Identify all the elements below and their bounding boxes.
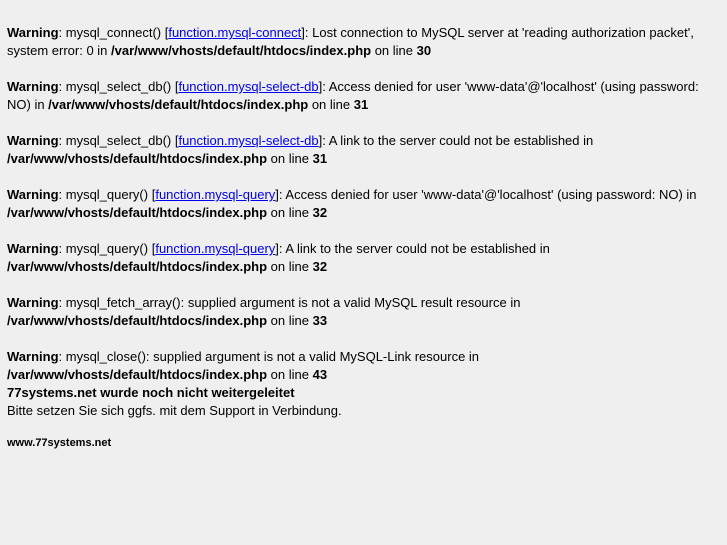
line-label: on line [267, 205, 313, 220]
line-number: 31 [353, 97, 369, 112]
warning-message [7, 186, 721, 222]
warning-function: : mysql_select_db() [ [58, 133, 179, 148]
warning-label: Warning [7, 187, 59, 202]
warning-text: ]: Access denied for user 'www-data'@'localhost' (using password: NO) in [275, 187, 697, 202]
function-doc-link[interactable]: function.mysql-connect [168, 25, 302, 40]
line-label: on line [267, 259, 313, 274]
line-number: 43 [312, 367, 328, 382]
line-label: on line [267, 151, 313, 166]
warning-function: : mysql_connect() [ [58, 25, 169, 40]
warning-label: Warning [7, 133, 59, 148]
warning-function: : mysql_query() [ [58, 241, 156, 256]
file-path: /var/www/vhosts/default/htdocs/index.php [48, 97, 309, 112]
function-doc-link[interactable]: function.mysql-query [155, 241, 276, 256]
file-path: /var/www/vhosts/default/htdocs/index.php [7, 367, 268, 382]
line-number: 33 [312, 313, 328, 328]
warning-function: : mysql_fetch_array(): supplied argument is not a valid MySQL result resource in [58, 295, 521, 310]
warning-message [7, 294, 721, 330]
notice-text: Bitte setzen Sie sich ggfs. mit dem Support in Verbindung. [7, 403, 342, 418]
warning-message [7, 132, 721, 168]
warning-message [7, 24, 721, 60]
function-doc-link[interactable]: function.mysql-select-db [178, 79, 319, 94]
file-path: /var/www/vhosts/default/htdocs/index.php [111, 43, 372, 58]
function-doc-link[interactable]: function.mysql-query [155, 187, 276, 202]
function-doc-link[interactable]: function.mysql-select-db [178, 133, 319, 148]
line-label: on line [308, 97, 354, 112]
warning-text: ]: A link to the server could not be established in [275, 241, 550, 256]
footer-site-link[interactable]: www.77systems.net [7, 437, 112, 449]
warning-label: Warning [7, 25, 59, 40]
warning-function: : mysql_select_db() [ [58, 79, 179, 94]
content-area [7, 24, 721, 450]
line-number: 30 [416, 43, 432, 58]
line-number: 32 [312, 259, 328, 274]
warning-text: ]: Lost connection to MySQL server at 'reading authorization packet', system error: 0 in [7, 25, 694, 58]
file-path: /var/www/vhosts/default/htdocs/index.php [7, 259, 268, 274]
line-number: 31 [312, 151, 328, 166]
file-path: /var/www/vhosts/default/htdocs/index.php [7, 313, 268, 328]
warning-label: Warning [7, 349, 59, 364]
line-number: 32 [312, 205, 328, 220]
file-path: /var/www/vhosts/default/htdocs/index.php [7, 205, 268, 220]
warning-label: Warning [7, 241, 59, 256]
warning-message [7, 348, 721, 384]
warning-text: ]: Access denied for user 'www-data'@'localhost' (using password: NO) in [7, 79, 699, 112]
warning-function: : mysql_query() [ [58, 187, 156, 202]
line-label: on line [267, 313, 313, 328]
notice-title: 77systems.net wurde noch nicht weitergeleitet [7, 385, 295, 400]
warning-label: Warning [7, 79, 59, 94]
warning-message [7, 240, 721, 276]
line-label: on line [267, 367, 313, 382]
warning-label: Warning [7, 295, 59, 310]
line-label: on line [371, 43, 417, 58]
file-path: /var/www/vhosts/default/htdocs/index.php [7, 151, 268, 166]
warning-function: : mysql_close(): supplied argument is not a valid MySQL-Link resource in [58, 349, 480, 364]
warning-text: ]: A link to the server could not be established in [318, 133, 594, 148]
warning-message [7, 78, 721, 114]
